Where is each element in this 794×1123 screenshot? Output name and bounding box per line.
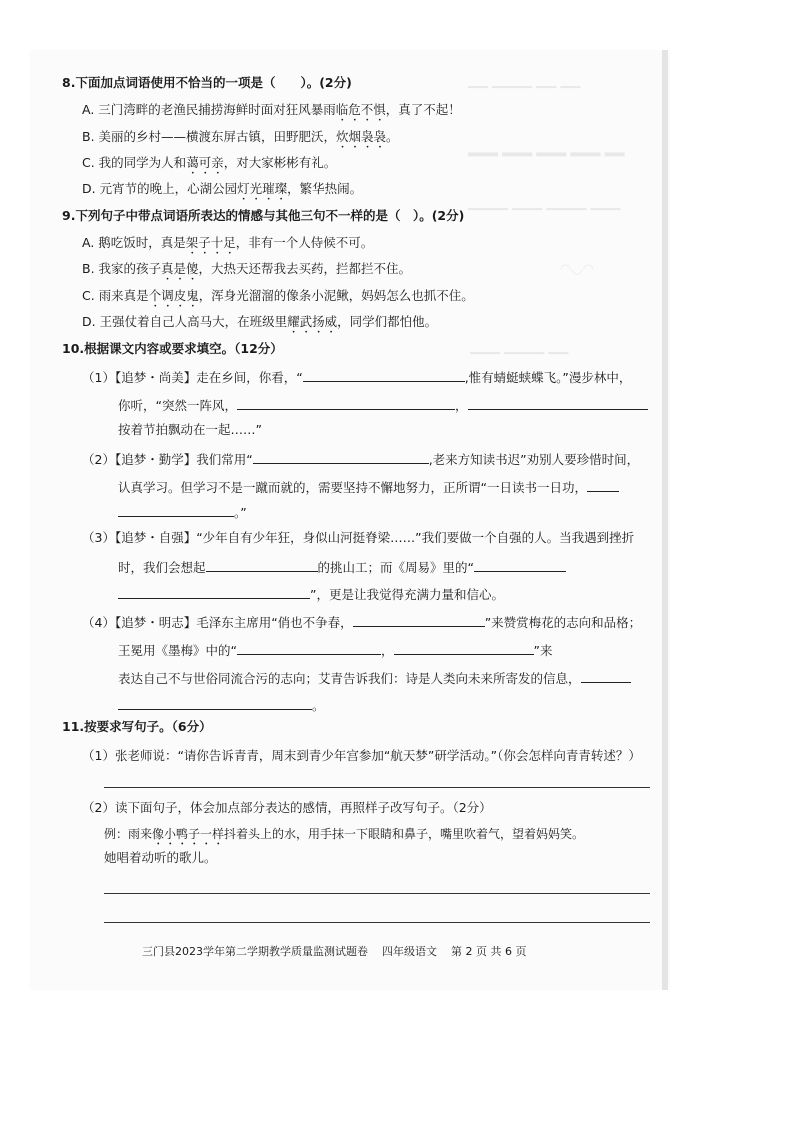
answer-blank[interactable] <box>118 696 312 710</box>
q10-item-4-line-3: 表达自己不与世俗同流合污的志向；艾青告诉我们：诗是人类向未来所寄发的信息， <box>118 669 631 687</box>
q10-item-2-line-3: 。” <box>118 503 247 521</box>
answer-blank[interactable] <box>468 396 648 410</box>
q11-item-1: （1）张老师说：“请你告诉青青，周末到青少年宫参加“航天梦”研学活动。”（你会怎样向青青转述？） <box>82 748 641 763</box>
q8-stem: 8.下面加点词语使用不恰当的一项是（ ）。(2分) <box>62 75 352 90</box>
q9-option-b[interactable]: B. 我家的孩子真是傻，大热天还帮我去买药，拦都拦不住。 <box>82 261 412 276</box>
q10-item-2: （2）【追梦・勤学】我们常用“ ,老来方知读书迟”劝别人要珍惜时间， <box>82 452 640 467</box>
q9-option-c[interactable]: C. 雨来真是个调皮鬼，浑身光溜溜的像条小泥鳅，妈妈怎么也抓不住。 <box>82 288 474 303</box>
sheet-edge <box>662 50 668 990</box>
answer-blank[interactable] <box>237 641 381 655</box>
answer-blank[interactable] <box>303 368 465 382</box>
q10-item-2-line-2: 认真学习。但学习不是一蹴而就的，需要坚持不懈地努力，正所谓“一日读书一日功， <box>118 478 619 496</box>
q11-item-2: （2）读下面句子，体会加点部分表达的感情，再照样子改写句子。（2分） <box>82 800 492 815</box>
page-footer: 三门县2023学年第二学期教学质量监测试题卷 四年级语文 第 2 页 共 6 页 <box>142 945 527 958</box>
q8-option-b[interactable]: B. 美丽的乡村——横渡东屏古镇，田野肥沃，炊烟袅袅。 <box>82 129 399 144</box>
q10-stem: 10.根据课文内容或要求填空。（12分） <box>62 341 283 356</box>
answer-blank[interactable] <box>237 396 455 410</box>
answer-blank[interactable] <box>118 503 234 517</box>
bleed-through: ▁▁▁ ▁▁▁▁ ▁▁ <box>470 340 569 355</box>
q10-item-4-line-4: 。 <box>118 696 325 714</box>
q10-item-3-line-3: ”，更是让我觉得充满力量和信心。 <box>118 585 504 603</box>
q10-item-3: （3）【追梦・自强】“少年自有少年狂，身似山河挺脊梁……”我们要做一个自强的人。当我遇到挫折 <box>82 530 635 545</box>
bleed-through: ▁▁▁▁ ▁▁▁ ▁▁▁▁ ▁▁▁ <box>468 196 621 211</box>
answer-line[interactable] <box>104 893 650 894</box>
q10-item-4: （4）【追梦・明志】毛泽东主席用“俏也不争春， ”来赞赏梅花的志向和品格； <box>82 615 642 630</box>
answer-blank[interactable] <box>253 450 429 464</box>
practice-sentence: 她唱着动听的歌儿。 <box>104 850 217 865</box>
q10-item-1-line-2: 你听，“突然一阵风， ， <box>118 396 648 414</box>
q10-item-1: （1）【追梦・尚美】走在乡间，你看，“ ,惟有蜻蜓蛱蝶飞。”漫步林中， <box>82 370 632 385</box>
q11-stem: 11.按要求写句子。（6分） <box>62 719 212 734</box>
q8-option-d[interactable]: D. 元宵节的晚上，心湖公园灯光璀璨，繁华热闹。 <box>82 181 363 196</box>
answer-blank[interactable] <box>394 641 534 655</box>
bleed-through: ▁▁ ▁▁▁▁ ▁▁ ▁▁ <box>468 74 581 89</box>
answer-line[interactable] <box>104 787 650 788</box>
answer-blank[interactable] <box>587 478 619 492</box>
q10-item-4-line-2: 王冕用《墨梅》中的“ ， ”来 <box>118 643 553 658</box>
bleed-through: ◠◡◠ <box>560 262 595 277</box>
answer-blank[interactable] <box>581 669 631 683</box>
q10-item-1-line-3: 按着节拍飘动在一起……” <box>118 422 262 437</box>
q9-stem: 9.下列句子中带点词语所表达的情感与其他三句不一样的是（ ）。(2分) <box>62 208 465 223</box>
q9-option-d[interactable]: D. 王强仗着自己人高马大，在班级里耀武扬威，同学们都怕他。 <box>82 314 438 329</box>
answer-blank[interactable] <box>118 585 310 599</box>
answer-line[interactable] <box>104 922 650 923</box>
answer-blank[interactable] <box>206 558 318 572</box>
answer-blank[interactable] <box>353 613 485 627</box>
q9-option-a[interactable]: A. 鹅吃饭时，真是架子十足，非有一个人侍候不可。 <box>82 235 374 250</box>
q8-option-a[interactable]: A. 三门湾畔的老渔民捕捞海鲜时面对狂风暴雨临危不惧，真了不起！ <box>82 102 461 117</box>
bleed-through: ▂▂▂ ▂▂▂ ▂▂▂ ▂▂▂ ▂▂ <box>468 142 625 157</box>
example-sentence: 例：雨来像小鸭子一样抖着头上的水，用手抹一下眼睛和鼻子，嘴里吹着气，望着妈妈笑。 <box>104 827 585 841</box>
q8-option-c[interactable]: C. 我的同学为人和蔼可亲，对大家彬彬有礼。 <box>82 155 337 170</box>
answer-blank[interactable] <box>474 558 566 572</box>
q10-item-3-line-2: 时，我们会想起 的挑山工；而《周易》里的“ <box>118 558 566 576</box>
